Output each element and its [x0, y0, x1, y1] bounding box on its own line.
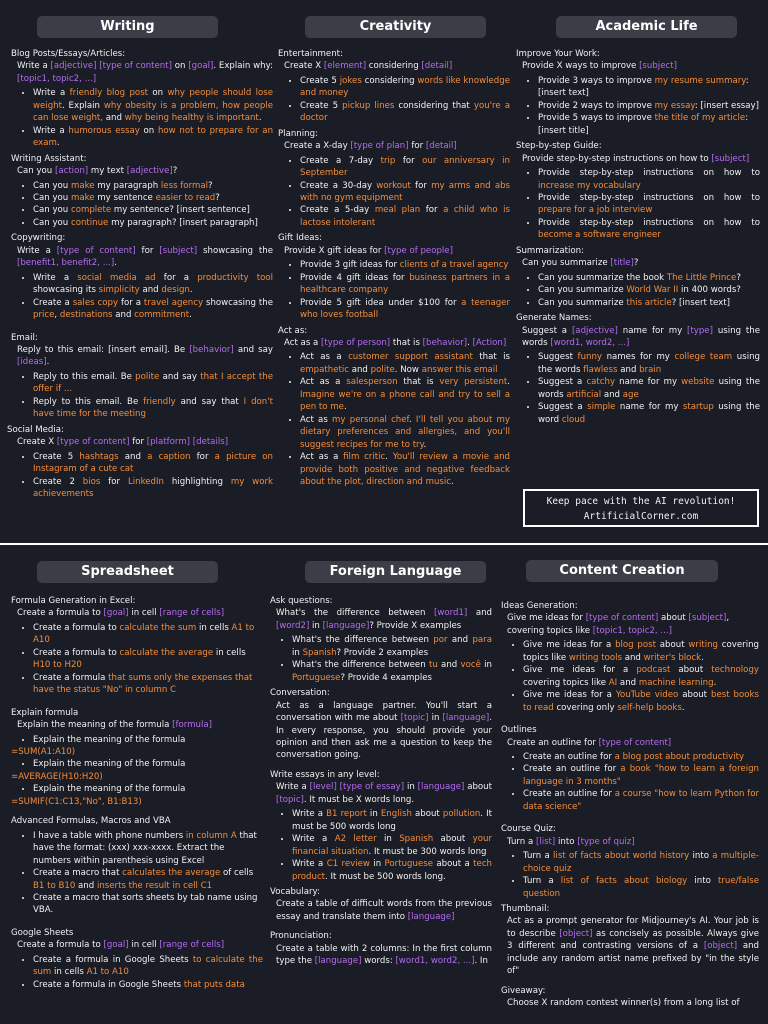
list-item: • Create a formula to calculate the average in cells H10 to H20: [33, 647, 263, 672]
prompt-template: Create a X-day [type of plan] for [detail]: [284, 141, 457, 152]
promo-link[interactable]: ArtificialCorner.com: [583, 511, 699, 522]
section-label: Advanced Formulas, Macros and VBA: [11, 816, 171, 827]
example-list: [278, 155, 510, 230]
list-item: • Can you make my paragraph less formal?: [33, 180, 273, 192]
list-item: • Write a social media ad for a productivity tool showcasing its simplicity and design.: [33, 272, 273, 297]
section-label: Ideas Generation:: [501, 601, 578, 611]
example-list: [11, 451, 273, 501]
list-item: • Create a formula that sums only the expenses that have the status "No" in column C: [33, 672, 263, 697]
list-item: • Create an outline for a blog post about productivity: [523, 751, 759, 763]
list-item: • Write a C1 review in Portuguese about a tech product. It must be 500 words long.: [292, 858, 492, 883]
section-label: Pronunciation:: [270, 931, 332, 942]
example-list: [516, 272, 760, 309]
example-list: [270, 808, 492, 883]
list-item: • Suggest a catchy name for my website using the words artificial and age: [538, 376, 760, 401]
list-item: • Provide 3 ways to improve my resume summary: [insert text]: [538, 75, 760, 100]
list-item: • Provide 4 gift ideas for business partners in a healthcare company: [300, 272, 510, 297]
prompt-template: Provide step-by-step instructions on how to [subject]: [522, 153, 750, 164]
prompt-template: Provide X ways to improve [subject]: [522, 61, 677, 72]
list-item: • Create an outline for a book "how to learn a foreign language in 3 months": [523, 763, 759, 788]
prompt-template: Can you [action] my text [adjective]?: [17, 166, 178, 177]
list-item: • Suggest a simple name for my startup using the word cloud: [538, 401, 760, 426]
spreadsheet-header: Spreadsheet: [37, 561, 218, 583]
spreadsheet-column: [11, 595, 263, 994]
list-item: • Can you summarize the book The Little Prince?: [538, 272, 760, 284]
example-list: [11, 87, 273, 149]
formula-text: =SUMIF(C1:C13,"No", B1:B13): [11, 796, 142, 807]
prompt-template: Act as a language partner. You'll start a conversation with me about [topic] in [language]. In every response, you should provide your opinion and then ask me a question to keep the conversation going.: [276, 700, 492, 761]
section-label: Generate Names:: [516, 313, 592, 324]
section-label: Formula Generation in Excel:: [11, 596, 136, 606]
section-label: Thumbnail:: [501, 903, 550, 914]
list-item: • Provide 5 gift idea under $100 for a teenager who loves football: [300, 297, 510, 322]
language-header: Foreign Language: [305, 561, 486, 583]
section-label: Step-by-step Guide:: [516, 141, 602, 152]
prompt-template: Reply to this email: [insert email]. Be [behavior] and say [ideas].: [17, 344, 273, 368]
formula-text: =SUM(A1:A10): [11, 746, 76, 757]
prompt-template: Create a formula to [goal] in cell [range of cells]: [17, 940, 225, 951]
section-label: Course Quiz:: [501, 824, 556, 835]
list-item: • Give me ideas for a podcast about technology covering topics like AI and machine learning.: [523, 664, 759, 689]
prompt-template: Write a [adjective] [type of content] on [goal]. Explain why: [topic1, topic2, ...]: [17, 61, 273, 84]
list-item: • Create 5 jokes considering words like knowledge and money: [300, 75, 510, 100]
list-item: • Provide step-by-step instructions on how to become a software engineer: [538, 217, 760, 242]
example-list: [516, 75, 760, 137]
prompt-template: Provide X gift ideas for [type of people]: [284, 245, 453, 256]
list-item: • Can you make my sentence easier to read?: [33, 192, 273, 204]
section-label: Act as:: [278, 325, 308, 336]
example-list: [11, 758, 263, 770]
prompt-template: Create a table of difficult words from the previous essay and translate them into [language]: [276, 899, 492, 922]
prompt-template: Create a table with 2 columns: In the first column type the [language] words: [word1, word2, ...]. In: [276, 943, 492, 967]
list-item: • Create a 5-day meal plan for a child who is lactose intolerant: [300, 204, 510, 229]
section-label: Entertainment:: [278, 49, 343, 59]
list-item: • Create an outline for a course "how to learn Python for data science": [523, 788, 759, 813]
list-item: • Turn a list of facts about biology into true/false question: [523, 875, 759, 900]
academic-column: [516, 48, 760, 429]
prompt-template: Turn a [list] into [type of quiz]: [507, 836, 635, 847]
list-item: • Reply to this email. Be polite and say that I accept the offer if ...: [33, 371, 273, 396]
list-item: • Suggest funny names for my college team using the words flawless and brain: [538, 351, 760, 376]
formula-text: =AVERAGE(H10:H20): [11, 771, 103, 782]
section-label: Ask questions:: [270, 596, 333, 606]
prompt-template: Create a formula to [goal] in cell [range of cells]: [17, 608, 225, 619]
list-item: • Can you complete my sentence? [insert sentence]: [33, 204, 273, 216]
writing-header: Writing: [37, 16, 218, 38]
example-list: [11, 954, 263, 991]
prompt-template: Write a [level] [type of essay] in [language] about [topic]. It must be X words long.: [276, 782, 492, 805]
prompt-template: Create X [type of content] for [platform] [details]: [17, 437, 229, 448]
content-header: Content Creation: [526, 560, 718, 582]
list-item: • Create 5 pickup lines considering that you're a doctor: [300, 100, 510, 125]
promo-tagline: Keep pace with the AI revolution!: [546, 496, 736, 507]
list-item: • Provide 5 ways to improve the title of my article: [insert title]: [538, 112, 760, 137]
example-list: [11, 783, 263, 795]
list-item: • Can you continue my paragraph? [insert paragraph]: [33, 217, 273, 229]
example-list: [270, 634, 492, 684]
example-list: [11, 272, 273, 322]
example-list: [501, 850, 759, 900]
list-item: • What's the difference between tu and você in Portuguese? Provide 4 examples: [292, 659, 492, 684]
example-list: [11, 180, 273, 230]
promo-box: [523, 489, 759, 527]
section-label: Planning:: [278, 128, 318, 139]
writing-column: [7, 48, 274, 503]
list-item: • Write a A2 letter in Spanish about your financial situation. It must be 300 words long: [292, 833, 492, 858]
example-list: [516, 351, 760, 426]
section-label: Email:: [11, 332, 38, 343]
list-item: • Create a formula to calculate the sum in cells A1 to A10: [33, 622, 263, 647]
list-item: • Reply to this email. Be friendly and say that I don't have time for the meeting: [33, 396, 273, 421]
section-label: Write essays in any level:: [270, 769, 380, 780]
list-item: • I have a table with phone numbers in column A that have the format: (xxx) xxx-xxxx. Extract the numbers within parenthesis using Excel: [33, 830, 263, 867]
prompt-template: What's the difference between [word1] and [word2] in [language]? Provide X examples: [276, 608, 492, 631]
academic-header: Academic Life: [556, 16, 737, 38]
list-item: • Provide step-by-step instructions on how to prepare for a job interview: [538, 192, 760, 217]
list-item: • Create 5 hashtags and a caption for a picture on Instagram of a cute cat: [33, 451, 273, 476]
prompt-template: Can you summarize [title]?: [522, 258, 639, 269]
section-label: Giveaway:: [501, 985, 546, 996]
section-label: Copywriting:: [11, 233, 66, 244]
list-item: • Explain the meaning of the formula: [33, 734, 263, 746]
example-list: [501, 639, 759, 714]
section-label: Explain formula: [11, 707, 79, 718]
section-label: Google Sheets: [11, 927, 74, 938]
section-label: Social Media:: [7, 424, 64, 435]
list-item: • Write a humorous essay on how not to prepare for an exam.: [33, 125, 273, 150]
list-item: • Give me ideas for a blog post about writing covering topics like writing tools and writer's block.: [523, 639, 759, 664]
section-label: Gift Ideas:: [278, 233, 322, 244]
list-item: • Write a B1 report in English about pollution. It must be 500 words long: [292, 808, 492, 833]
example-list: [501, 751, 759, 813]
section-label: Outlines: [501, 725, 537, 736]
example-list: [278, 259, 510, 321]
list-item: • Explain the meaning of the formula: [33, 783, 263, 795]
list-item: • Act as a customer support assistant that is empathetic and polite. Now answer this email: [300, 351, 510, 376]
list-item: • Can you summarize World War II in 400 words?: [538, 284, 760, 296]
example-list: [11, 734, 263, 746]
example-list: [278, 351, 510, 488]
section-divider: [0, 543, 768, 545]
example-list: [11, 830, 263, 917]
prompt-template: Choose X random contest winner(s) from a long list of: [507, 998, 740, 1009]
list-item: • Provide 2 ways to improve my essay: [insert essay]: [538, 100, 760, 112]
creativity-header: Creativity: [305, 16, 486, 38]
list-item: • Create a 30-day workout for my arms and abs with no gym equipment: [300, 180, 510, 205]
section-label: Improve Your Work:: [516, 49, 600, 59]
list-item: • Act as a film critic. You'll review a movie and provide both positive and negative feedback about the plot, direction and music.: [300, 451, 510, 488]
section-label: Vocabulary:: [270, 886, 320, 897]
prompt-template: Create an outline for [type of content]: [507, 737, 672, 748]
example-list: [278, 75, 510, 125]
list-item: • Create a macro that sorts sheets by tab name using VBA.: [33, 892, 263, 917]
prompt-template: Act as a [type of person] that is [behavior]. [Action]: [284, 337, 507, 348]
list-item: • Create 2 bios for LinkedIn highlighting my work achievements: [33, 476, 273, 501]
creativity-column: [278, 48, 510, 491]
list-item: • Provide 3 gift ideas for clients of a travel agency: [300, 259, 510, 271]
list-item: • Explain the meaning of the formula: [33, 758, 263, 770]
list-item: • Turn a list of facts about world history into a multiple-choice quiz: [523, 850, 759, 875]
language-column: [270, 595, 492, 968]
list-item: • Write a friendly blog post on why people should lose weight. Explain why obesity is a problem, how people can lose weight, and why being healthy is important.: [33, 87, 273, 124]
list-item: • Create a sales copy for a travel agency showcasing the price, destinations and commitment.: [33, 297, 273, 322]
prompt-template: Create X [element] considering [detail]: [284, 61, 453, 72]
section-label: Summarization:: [516, 245, 584, 256]
content-column: [501, 600, 759, 1010]
list-item: • Create a 7-day trip for our anniversary in September: [300, 155, 510, 180]
section-label: Blog Posts/Essays/Articles:: [11, 49, 126, 59]
list-item: • Act as a salesperson that is very persistent. Imagine we're on a phone call and try to sell a pen to me.: [300, 376, 510, 413]
list-item: • What's the difference between por and para in Spanish? Provide 2 examples: [292, 634, 492, 659]
list-item: • Provide step-by-step instructions on how to increase my vocabulary: [538, 167, 760, 192]
prompt-template: Write a [type of content] for [subject] showcasing the [benefit1, benefit2, ...].: [17, 245, 274, 269]
section-label: Writing Assistant:: [11, 153, 87, 164]
prompt-template: Act as a prompt generator for Midjourney's AI. Your job is to describe [object] as concisely as possible. Always give 3 different and contrasting versions of a [object] and include any random artist name prefixed by "in the style of": [507, 916, 759, 977]
prompt-template: Suggest a [adjective] name for my [type] using the words [word1, word2, ...]: [522, 325, 761, 348]
prompt-template: Give me ideas for [type of content] about [subject], covering topics like [topic1, topic2, ...]: [507, 613, 730, 636]
example-list: [11, 371, 273, 421]
section-label: Conversation:: [270, 688, 330, 699]
list-item: • Create a formula in Google Sheets to calculate the sum in cells A1 to A10: [33, 954, 263, 979]
example-list: [516, 167, 760, 242]
list-item: • Give me ideas for a YouTube video about best books to read covering only self-help books.: [523, 689, 759, 714]
list-item: • Create a formula in Google Sheets that puts data: [33, 979, 263, 991]
example-list: [11, 622, 263, 697]
prompt-template: Explain the meaning of the formula [formula]: [17, 720, 212, 731]
list-item: • Create a macro that calculates the average of cells B1 to B10 and inserts the result in cell C1: [33, 867, 263, 892]
list-item: • Act as my personal chef. I'll tell you about my dietary preferences and allergies, and you'll suggest recipes for me to try.: [300, 414, 510, 451]
list-item: • Can you summarize this article? [insert text]: [538, 297, 760, 309]
